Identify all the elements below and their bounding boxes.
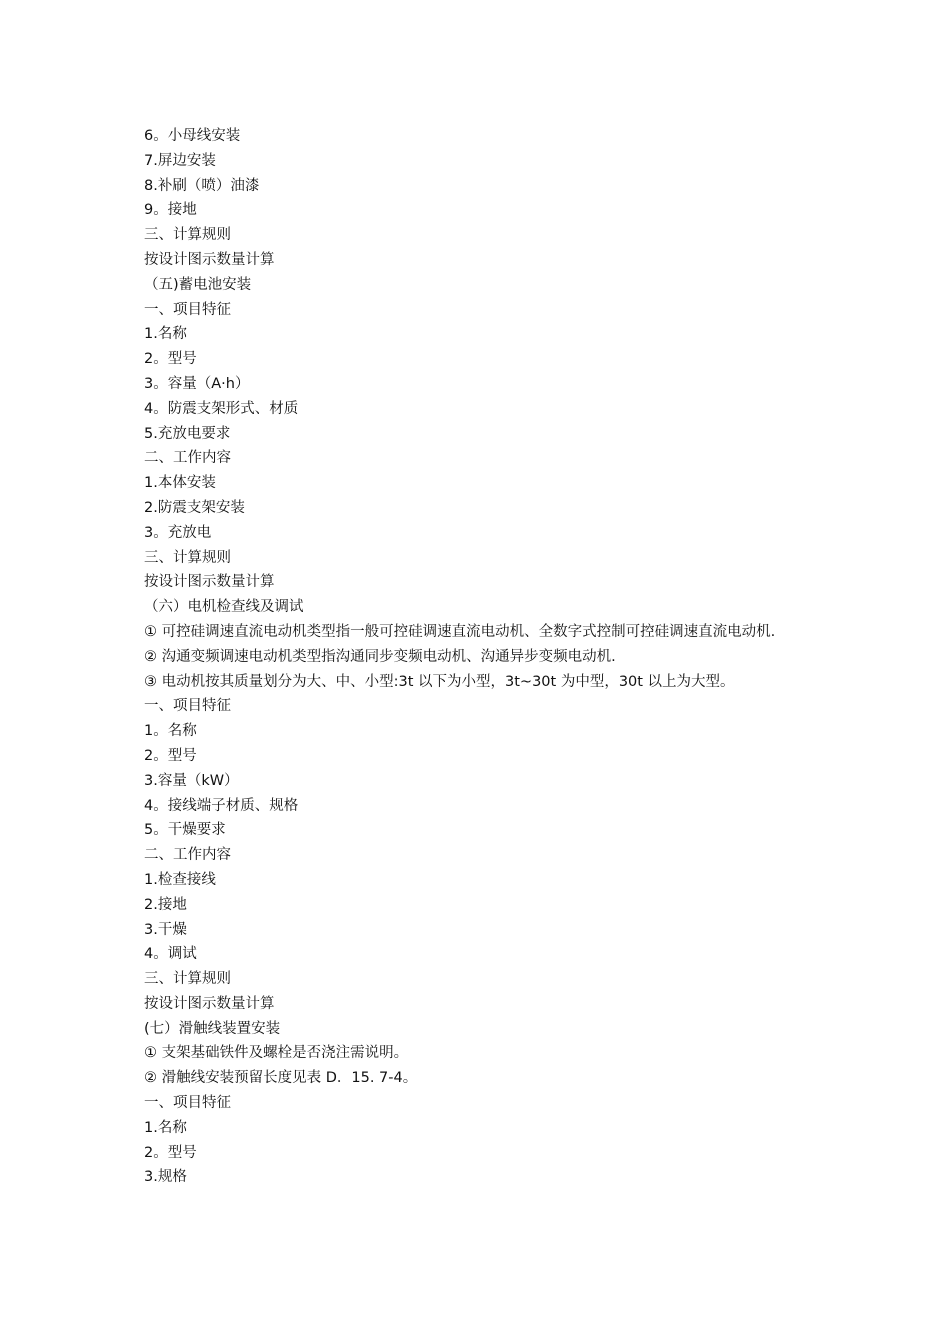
- paragraph: 按设计图示数量计算: [144, 574, 275, 591]
- list-item: 3.规格: [144, 1169, 187, 1186]
- list-item: 1。名称: [144, 723, 197, 740]
- list-item: 1.检查接线: [144, 871, 216, 888]
- list-item: 5。干燥要求: [144, 822, 226, 839]
- section-heading: 三、计算规则: [144, 227, 231, 244]
- note-paragraph: ② 滑触线安装预留长度见表 D．15. 7-4。: [144, 1070, 418, 1087]
- paragraph: 按设计图示数量计算: [144, 251, 275, 268]
- section-heading: 三、计算规则: [144, 971, 231, 988]
- section-heading: 三、计算规则: [144, 549, 231, 566]
- list-item: 3.干燥: [144, 921, 187, 938]
- list-item: 4。调试: [144, 946, 197, 963]
- list-item: 4。防震支架形式、材质: [144, 400, 299, 417]
- note-paragraph: ③ 电动机按其质量划分为大、中、小型:3t 以下为小型，3t~30t 为中型，30t 以上为大型。: [144, 673, 735, 690]
- list-item: 7.屏边安装: [144, 152, 216, 169]
- list-item: 2。型号: [144, 1144, 197, 1161]
- section-heading: 一、项目特征: [144, 301, 231, 318]
- list-item: 2。型号: [144, 747, 197, 764]
- document-body: [144, 124, 812, 1190]
- section-title: （五)蓄电池安装: [144, 276, 252, 293]
- list-item: 1.名称: [144, 1119, 187, 1136]
- section-title: （六）电机检查线及调试: [144, 599, 304, 616]
- section-heading: 一、项目特征: [144, 1095, 231, 1112]
- note-paragraph: ① 支架基础铁件及螺栓是否浇注需说明。: [144, 1045, 409, 1062]
- list-item: 6。小母线安装: [144, 128, 241, 144]
- note-paragraph: ① 可控硅调速直流电动机类型指一般可控硅调速直流电动机、全数字式控制可控硅调速直流电动机.: [144, 623, 776, 640]
- list-item: 3。充放电: [144, 524, 212, 541]
- paragraph: 按设计图示数量计算: [144, 995, 275, 1012]
- list-item: 1.名称: [144, 326, 187, 343]
- section-heading: 一、项目特征: [144, 698, 231, 715]
- section-title: (七）滑触线装置安装: [144, 1020, 281, 1037]
- list-item: 5.充放电要求: [144, 425, 231, 442]
- list-item: 9。接地: [144, 202, 197, 219]
- section-heading: 二、工作内容: [144, 450, 231, 467]
- list-item: 2.接地: [144, 896, 187, 913]
- list-item: 3。容量（A·h）: [144, 375, 250, 392]
- list-item: 2.防震支架安装: [144, 499, 245, 516]
- list-item: 8.补刷（喷）油漆: [144, 177, 260, 194]
- list-item: 1.本体安装: [144, 475, 216, 492]
- list-item: 3.容量（kW）: [144, 772, 239, 789]
- list-item: 4。接线端子材质、规格: [144, 797, 299, 814]
- section-heading: 二、工作内容: [144, 847, 231, 864]
- note-paragraph: ② 沟通变频调速电动机类型指沟通同步变频电动机、沟通异步变频电动机.: [144, 648, 616, 665]
- list-item: 2。型号: [144, 351, 197, 368]
